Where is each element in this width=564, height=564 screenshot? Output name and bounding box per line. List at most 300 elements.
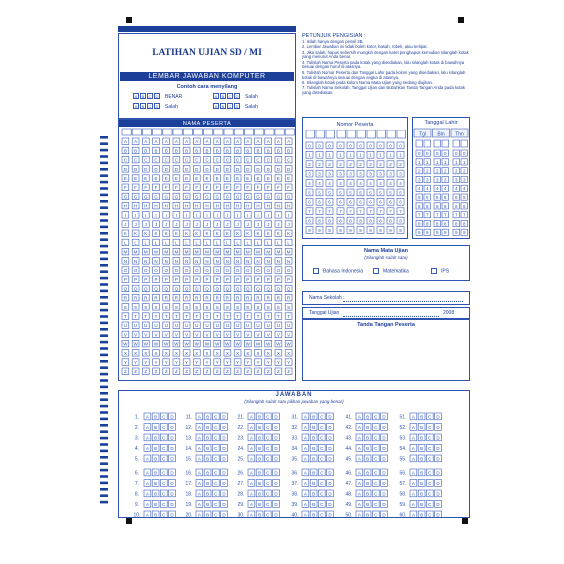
nomor-bubble-digit[interactable]: 9	[399, 227, 402, 233]
answer-bubble-letter[interactable]: D	[222, 435, 226, 441]
name-bubble-letter[interactable]: V	[123, 332, 127, 338]
name-bubble-letter[interactable]: J	[165, 222, 168, 227]
name-bubble-letter[interactable]: W	[255, 341, 261, 347]
tgl-bubble-digit[interactable]: 2	[435, 168, 439, 174]
answer-bubble-letter[interactable]: D	[328, 501, 332, 507]
answer-bubble-letter[interactable]: A	[249, 470, 253, 476]
name-bubble-letter[interactable]: D	[195, 166, 199, 172]
answer-bubble-letter[interactable]: A	[357, 501, 361, 507]
answer-bubble-letter[interactable]: C	[214, 501, 218, 507]
name-write-cell[interactable]	[142, 129, 151, 135]
name-bubble-letter[interactable]: B	[236, 148, 240, 154]
name-bubble-letter[interactable]: X	[266, 350, 270, 356]
answer-bubble-letter[interactable]: C	[162, 480, 166, 486]
name-bubble-letter[interactable]: H	[144, 203, 148, 209]
answer-bubble-letter[interactable]: A	[145, 501, 149, 507]
name-bubble-letter[interactable]: T	[144, 314, 148, 319]
name-bubble-letter[interactable]: B	[215, 148, 219, 154]
name-bubble-letter[interactable]: X	[154, 350, 158, 356]
name-bubble-letter[interactable]: Q	[144, 286, 148, 292]
name-bubble-letter[interactable]: Y	[205, 360, 209, 365]
name-bubble-letter[interactable]: G	[246, 194, 250, 200]
name-write-cell[interactable]	[234, 129, 243, 135]
name-bubble-letter[interactable]: N	[225, 258, 230, 264]
nomor-bubble-digit[interactable]: 1	[399, 152, 402, 158]
name-bubble-letter[interactable]: I	[134, 212, 137, 218]
answer-bubble-letter[interactable]: C	[320, 491, 324, 497]
tgl-bubble-digit[interactable]: 3	[454, 177, 458, 183]
name-bubble-letter[interactable]: O	[246, 268, 250, 273]
name-bubble-letter[interactable]: Z	[134, 369, 137, 375]
name-bubble-letter[interactable]: N	[256, 258, 260, 264]
nomor-bubble-digit[interactable]: 4	[389, 180, 392, 186]
name-write-cell[interactable]	[183, 129, 192, 135]
name-bubble-letter[interactable]: S	[236, 304, 240, 310]
name-bubble-letter[interactable]: U	[164, 323, 168, 329]
answer-bubble-letter[interactable]: D	[436, 414, 440, 420]
name-bubble-letter[interactable]: H	[174, 203, 179, 209]
answer-bubble-letter[interactable]: B	[154, 456, 158, 462]
tgl-bubble-digit[interactable]: 3	[462, 177, 466, 183]
answer-bubble-letter[interactable]: D	[382, 480, 386, 486]
tgl-bubble-digit[interactable]: 3	[443, 177, 447, 183]
mata-ujian-option[interactable]	[373, 268, 409, 274]
answer-bubble-letter[interactable]: A	[411, 501, 415, 507]
nomor-bubble-digit[interactable]: 5	[369, 190, 372, 196]
answer-bubble-letter[interactable]: C	[428, 435, 432, 441]
nomor-bubble-digit[interactable]: 8	[379, 218, 382, 224]
name-bubble-letter[interactable]: M	[276, 249, 281, 255]
answer-bubble-letter[interactable]: D	[170, 424, 174, 430]
name-bubble-letter[interactable]: Q	[154, 286, 158, 292]
name-bubble-letter[interactable]: L	[246, 240, 250, 246]
answer-bubble-letter[interactable]: D	[436, 435, 440, 441]
name-bubble-letter[interactable]: R	[164, 295, 168, 301]
name-bubble-letter[interactable]: B	[287, 148, 291, 154]
answer-bubble-letter[interactable]: B	[206, 424, 210, 430]
nomor-bubble-digit[interactable]: 8	[328, 218, 331, 224]
nomor-bubble-digit[interactable]: 2	[328, 162, 331, 168]
answer-bubble-letter[interactable]: B	[154, 512, 158, 517]
name-bubble-letter[interactable]: O	[174, 268, 179, 273]
name-bubble-letter[interactable]: X	[246, 350, 250, 356]
answer-bubble-letter[interactable]: A	[197, 512, 201, 517]
name-bubble-letter[interactable]: C	[276, 157, 281, 163]
tgl-bubble-digit[interactable]: 6	[454, 203, 458, 209]
name-bubble-letter[interactable]: R	[184, 295, 189, 301]
answer-bubble-letter[interactable]: A	[249, 491, 253, 497]
name-bubble-letter[interactable]: L	[164, 240, 168, 246]
tgl-bubble-digit[interactable]: 5	[443, 195, 447, 200]
name-bubble-letter[interactable]: F	[205, 185, 209, 191]
name-bubble-letter[interactable]: Q	[256, 286, 260, 292]
nomor-write-cell[interactable]	[306, 130, 315, 138]
name-bubble-letter[interactable]: S	[256, 304, 260, 310]
nomor-bubble-digit[interactable]: 7	[349, 209, 352, 215]
name-bubble-letter[interactable]: F	[256, 185, 260, 191]
name-write-cell[interactable]	[163, 129, 172, 135]
name-bubble-letter[interactable]: U	[246, 323, 250, 329]
nomor-bubble-digit[interactable]: 2	[318, 162, 321, 168]
name-bubble-letter[interactable]: P	[236, 277, 240, 283]
name-bubble-letter[interactable]: P	[266, 277, 270, 283]
name-bubble-letter[interactable]: G	[195, 194, 199, 200]
name-bubble-letter[interactable]: X	[205, 350, 209, 356]
name-bubble-letter[interactable]: Z	[236, 369, 239, 375]
name-bubble-letter[interactable]: Z	[195, 369, 199, 375]
name-bubble-letter[interactable]: V	[246, 332, 250, 338]
name-bubble-letter[interactable]: Z	[185, 369, 188, 375]
answer-bubble-letter[interactable]: D	[436, 424, 440, 430]
answer-bubble-letter[interactable]: C	[374, 445, 378, 451]
name-bubble-letter[interactable]: A	[195, 139, 199, 145]
name-bubble-letter[interactable]: D	[133, 166, 138, 172]
name-bubble-letter[interactable]: N	[246, 258, 250, 264]
name-bubble-letter[interactable]: I	[226, 212, 229, 218]
nomor-bubble-digit[interactable]: 5	[318, 190, 321, 196]
answer-bubble-letter[interactable]: A	[357, 445, 361, 451]
name-bubble-letter[interactable]: R	[246, 295, 250, 301]
nomor-bubble-digit[interactable]: 3	[308, 171, 311, 177]
name-bubble-letter[interactable]: D	[144, 166, 148, 172]
name-bubble-letter[interactable]: H	[123, 203, 128, 209]
answer-bubble-letter[interactable]: A	[411, 424, 415, 430]
name-bubble-letter[interactable]: H	[164, 203, 168, 209]
nomor-bubble-digit[interactable]: 1	[369, 152, 372, 158]
name-bubble-letter[interactable]: F	[215, 185, 219, 191]
answer-bubble-letter[interactable]: A	[249, 424, 253, 430]
name-bubble-letter[interactable]: P	[144, 277, 148, 283]
name-bubble-letter[interactable]: P	[134, 277, 138, 283]
answer-bubble-letter[interactable]: B	[258, 480, 262, 486]
name-write-cell[interactable]	[122, 129, 131, 135]
answer-bubble-letter[interactable]: C	[266, 512, 270, 517]
answer-bubble-letter[interactable]: B	[206, 456, 210, 462]
tgl-bubble-digit[interactable]: 9	[454, 230, 458, 236]
name-bubble-letter[interactable]: I	[216, 212, 218, 218]
name-bubble-letter[interactable]: C	[184, 157, 189, 163]
answer-bubble-letter[interactable]: D	[170, 435, 174, 441]
name-bubble-letter[interactable]: T	[277, 314, 280, 319]
name-bubble-letter[interactable]: N	[154, 258, 158, 264]
name-write-cell[interactable]	[224, 129, 233, 135]
name-bubble-letter[interactable]: R	[276, 295, 281, 301]
answer-bubble-letter[interactable]: C	[214, 445, 218, 451]
name-bubble-letter[interactable]: M	[143, 249, 148, 255]
name-bubble-letter[interactable]: N	[164, 258, 168, 264]
name-bubble-letter[interactable]: W	[133, 341, 138, 347]
name-bubble-letter[interactable]: Z	[205, 369, 209, 375]
name-bubble-letter[interactable]: F	[287, 185, 290, 191]
answer-bubble-letter[interactable]: D	[222, 501, 226, 507]
mata-ujian-option[interactable]	[431, 268, 449, 274]
name-bubble-letter[interactable]: U	[276, 323, 281, 329]
name-bubble-letter[interactable]: L	[256, 240, 260, 246]
answer-bubble-letter[interactable]: D	[328, 491, 332, 497]
name-bubble-letter[interactable]: T	[246, 314, 250, 319]
answer-bubble-letter[interactable]: D	[274, 414, 278, 420]
answer-bubble-letter[interactable]: D	[222, 445, 226, 451]
answer-bubble-letter[interactable]: C	[374, 491, 378, 497]
name-bubble-letter[interactable]: S	[205, 304, 209, 310]
tgl-bubble-digit[interactable]: 5	[435, 195, 439, 200]
answer-bubble-letter[interactable]: D	[274, 456, 278, 462]
tgl-bubble-digit[interactable]: 6	[425, 203, 429, 209]
tgl-bubble-digit[interactable]: 2	[454, 168, 458, 174]
tgl-bubble-digit[interactable]: 5	[417, 195, 421, 200]
tgl-bubble-digit[interactable]: 1	[443, 159, 447, 165]
answer-bubble-letter[interactable]: A	[303, 501, 307, 507]
name-bubble-letter[interactable]: H	[184, 203, 189, 209]
name-bubble-letter[interactable]: J	[267, 222, 270, 227]
name-bubble-letter[interactable]: E	[266, 176, 270, 181]
name-bubble-letter[interactable]: G	[164, 194, 168, 200]
name-bubble-letter[interactable]: M	[245, 249, 250, 255]
answer-bubble-letter[interactable]: C	[320, 424, 324, 430]
name-bubble-letter[interactable]: B	[246, 148, 250, 154]
nomor-bubble-digit[interactable]: 4	[339, 180, 342, 186]
answer-bubble-letter[interactable]: A	[303, 470, 307, 476]
answer-bubble-letter[interactable]: D	[274, 480, 278, 486]
tgl-bubble-digit[interactable]: 7	[443, 212, 447, 218]
tgl-bubble-digit[interactable]: 6	[462, 203, 466, 209]
name-bubble-letter[interactable]: A	[164, 139, 168, 145]
tgl-bubble-digit[interactable]: 8	[435, 221, 439, 227]
name-bubble-letter[interactable]: V	[185, 332, 189, 338]
nomor-bubble-digit[interactable]: 5	[359, 190, 362, 196]
name-bubble-letter[interactable]: A	[154, 139, 158, 145]
name-bubble-letter[interactable]: P	[225, 277, 229, 283]
tgl-bubble-digit[interactable]: 0	[425, 151, 429, 156]
name-bubble-letter[interactable]: T	[215, 314, 219, 319]
name-bubble-letter[interactable]: O	[164, 268, 168, 273]
answer-bubble-letter[interactable]: C	[374, 414, 378, 420]
name-bubble-letter[interactable]: L	[287, 240, 290, 246]
nomor-bubble-digit[interactable]: 7	[369, 209, 372, 215]
nomor-bubble-digit[interactable]: 4	[318, 180, 321, 186]
name-bubble-letter[interactable]: O	[133, 268, 138, 273]
tgl-bubble-digit[interactable]: 8	[462, 221, 466, 227]
name-bubble-letter[interactable]: I	[247, 212, 249, 218]
name-bubble-letter[interactable]: Y	[185, 360, 189, 365]
nomor-write-cell[interactable]	[347, 130, 356, 138]
tgl-bubble-digit[interactable]: 5	[454, 195, 458, 200]
name-bubble-letter[interactable]: X	[287, 350, 291, 356]
nomor-write-cell[interactable]	[397, 130, 406, 138]
name-bubble-letter[interactable]: I	[287, 212, 290, 218]
answer-bubble-letter[interactable]: B	[312, 501, 316, 507]
answer-bubble-letter[interactable]: D	[170, 456, 174, 462]
answer-bubble-letter[interactable]: B	[312, 512, 316, 517]
name-bubble-letter[interactable]: I	[185, 212, 188, 218]
name-bubble-letter[interactable]: N	[184, 258, 189, 264]
nomor-bubble-digit[interactable]: 4	[399, 180, 402, 186]
name-bubble-letter[interactable]: I	[155, 212, 157, 218]
answer-bubble-letter[interactable]: A	[411, 445, 415, 451]
nomor-bubble-digit[interactable]: 4	[328, 180, 331, 186]
answer-bubble-letter[interactable]: C	[266, 501, 270, 507]
name-bubble-letter[interactable]: K	[185, 231, 189, 237]
answer-bubble-letter[interactable]: A	[303, 445, 307, 451]
name-bubble-letter[interactable]: D	[215, 166, 219, 172]
name-bubble-letter[interactable]: U	[286, 323, 291, 329]
name-bubble-letter[interactable]: I	[267, 212, 269, 218]
answer-bubble-letter[interactable]: D	[274, 501, 278, 507]
answer-bubble-letter[interactable]: A	[357, 491, 361, 497]
nomor-bubble-digit[interactable]: 2	[399, 162, 402, 168]
name-bubble-letter[interactable]: Q	[266, 286, 270, 292]
name-bubble-letter[interactable]: F	[164, 185, 168, 191]
answer-bubble-letter[interactable]: A	[411, 456, 415, 462]
name-bubble-letter[interactable]: Q	[246, 286, 250, 292]
name-bubble-letter[interactable]: K	[215, 231, 219, 237]
name-bubble-letter[interactable]: L	[215, 240, 219, 246]
name-bubble-letter[interactable]: T	[195, 314, 199, 319]
name-bubble-letter[interactable]: I	[145, 212, 147, 218]
answer-bubble-letter[interactable]: B	[154, 491, 158, 497]
name-bubble-letter[interactable]: D	[123, 166, 128, 172]
answer-bubble-letter[interactable]: B	[206, 414, 210, 420]
answer-bubble-letter[interactable]: C	[266, 470, 270, 476]
nomor-bubble-digit[interactable]: 7	[318, 209, 321, 215]
name-write-cell[interactable]	[173, 129, 182, 135]
tanggal-ujian-field[interactable]	[343, 316, 439, 317]
nomor-bubble-digit[interactable]: 3	[369, 171, 372, 177]
name-bubble-letter[interactable]: Q	[164, 286, 168, 292]
name-bubble-letter[interactable]: A	[287, 139, 291, 145]
name-bubble-letter[interactable]: H	[276, 203, 281, 209]
answer-bubble-letter[interactable]: B	[258, 435, 262, 441]
answer-bubble-letter[interactable]: A	[357, 512, 361, 517]
name-bubble-letter[interactable]: F	[185, 185, 188, 191]
tgl-bubble-digit[interactable]: 7	[435, 212, 439, 218]
name-bubble-letter[interactable]: G	[174, 194, 179, 200]
nomor-bubble-digit[interactable]: 1	[328, 152, 331, 158]
answer-bubble-letter[interactable]: C	[162, 435, 166, 441]
answer-bubble-letter[interactable]: C	[320, 480, 324, 486]
name-bubble-letter[interactable]: D	[174, 166, 179, 172]
answer-bubble-letter[interactable]: C	[428, 424, 432, 430]
name-bubble-letter[interactable]: V	[154, 332, 158, 338]
name-bubble-letter[interactable]: Z	[215, 369, 219, 375]
name-bubble-letter[interactable]: P	[276, 277, 280, 283]
jawaban-grid[interactable]	[119, 407, 469, 517]
name-bubble-letter[interactable]: M	[133, 249, 138, 255]
name-write-cell[interactable]	[132, 129, 141, 135]
nomor-bubble-digit[interactable]: 3	[328, 171, 331, 177]
name-bubble-letter[interactable]: T	[124, 314, 127, 319]
tgl-write-cell[interactable]	[434, 140, 441, 147]
name-bubble-letter[interactable]: W	[235, 341, 240, 347]
name-bubble-letter[interactable]: V	[195, 332, 199, 338]
tgl-bubble-digit[interactable]: 4	[425, 186, 429, 192]
nomor-bubble-digit[interactable]: 6	[399, 199, 402, 205]
nomor-bubble-digit[interactable]: 3	[379, 171, 382, 177]
answer-bubble-letter[interactable]: D	[436, 456, 440, 462]
nomor-bubble-digit[interactable]: 0	[339, 143, 342, 149]
answer-bubble-letter[interactable]: C	[320, 470, 324, 476]
name-bubble-letter[interactable]: T	[287, 314, 290, 319]
name-bubble-letter[interactable]: K	[266, 231, 270, 237]
name-bubble-letter[interactable]: W	[164, 341, 169, 347]
answer-bubble-letter[interactable]: D	[222, 424, 226, 430]
answer-bubble-letter[interactable]: A	[197, 435, 201, 441]
name-bubble-letter[interactable]: L	[205, 240, 209, 246]
answer-bubble-letter[interactable]: B	[312, 470, 316, 476]
name-bubble-letter[interactable]: Y	[195, 360, 199, 365]
name-bubble-letter[interactable]: V	[287, 332, 291, 338]
tgl-bubble-digit[interactable]: 6	[443, 203, 447, 209]
name-bubble-letter[interactable]: J	[175, 222, 178, 227]
name-bubble-letter[interactable]: R	[256, 295, 260, 301]
name-write-cell[interactable]	[204, 129, 213, 135]
name-bubble-letter[interactable]: K	[246, 231, 250, 237]
answer-bubble-letter[interactable]: D	[382, 470, 386, 476]
name-bubble-letter[interactable]: K	[164, 231, 168, 237]
name-bubble-letter[interactable]: A	[236, 139, 240, 145]
nomor-bubble-digit[interactable]: 3	[359, 171, 362, 177]
nomor-bubble-digit[interactable]: 5	[349, 190, 352, 196]
name-bubble-letter[interactable]: P	[287, 277, 291, 283]
name-bubble-letter[interactable]: J	[134, 222, 137, 227]
name-bubble-letter[interactable]: T	[134, 314, 137, 319]
nomor-bubble-digit[interactable]: 0	[369, 143, 372, 149]
answer-bubble-letter[interactable]: C	[214, 435, 218, 441]
answer-bubble-letter[interactable]: A	[145, 512, 149, 517]
name-bubble-letter[interactable]: R	[286, 295, 291, 301]
name-bubble-letter[interactable]: P	[123, 277, 127, 283]
name-write-cell[interactable]	[275, 129, 284, 135]
name-bubble-letter[interactable]: W	[225, 341, 230, 347]
answer-bubble-letter[interactable]: C	[162, 501, 166, 507]
name-bubble-letter[interactable]: Y	[154, 360, 158, 365]
name-bubble-letter[interactable]: V	[174, 332, 178, 338]
answer-bubble-letter[interactable]: C	[428, 456, 432, 462]
name-bubble-letter[interactable]: P	[215, 277, 219, 283]
name-bubble-letter[interactable]: B	[174, 148, 178, 154]
name-bubble-letter[interactable]: G	[266, 194, 270, 200]
name-bubble-letter[interactable]: K	[287, 231, 291, 237]
name-bubble-letter[interactable]: A	[123, 139, 127, 145]
name-bubble-letter[interactable]: O	[144, 268, 148, 273]
answer-bubble-letter[interactable]: C	[374, 456, 378, 462]
name-bubble-letter[interactable]: A	[215, 139, 219, 145]
answer-bubble-letter[interactable]: A	[411, 414, 415, 420]
answer-bubble-letter[interactable]: C	[320, 435, 324, 441]
nomor-bubble-digit[interactable]: 7	[359, 209, 362, 215]
name-bubble-letter[interactable]: K	[195, 231, 199, 237]
nomor-bubble-digit[interactable]: 9	[389, 227, 392, 233]
name-bubble-letter[interactable]: Y	[225, 360, 229, 365]
nomor-bubble-digit[interactable]: 2	[389, 162, 392, 168]
answer-bubble-letter[interactable]: D	[222, 491, 226, 497]
answer-bubble-letter[interactable]: A	[357, 470, 361, 476]
nomor-bubble-digit[interactable]: 5	[328, 190, 331, 196]
answer-bubble-letter[interactable]: D	[222, 512, 226, 517]
name-bubble-letter[interactable]: X	[164, 350, 168, 356]
answer-bubble-letter[interactable]: D	[170, 470, 174, 476]
nomor-bubble-digit[interactable]: 8	[399, 218, 402, 224]
name-bubble-letter[interactable]: I	[206, 212, 208, 218]
name-bubble-letter[interactable]: A	[185, 139, 189, 145]
name-bubble-letter[interactable]: B	[123, 148, 127, 154]
name-bubble-letter[interactable]: T	[205, 314, 209, 319]
answer-bubble-letter[interactable]: B	[420, 435, 424, 441]
name-bubble-letter[interactable]: X	[134, 350, 138, 356]
answer-bubble-letter[interactable]: A	[145, 470, 149, 476]
answer-bubble-letter[interactable]: C	[162, 470, 166, 476]
answer-bubble-letter[interactable]: A	[357, 414, 361, 420]
